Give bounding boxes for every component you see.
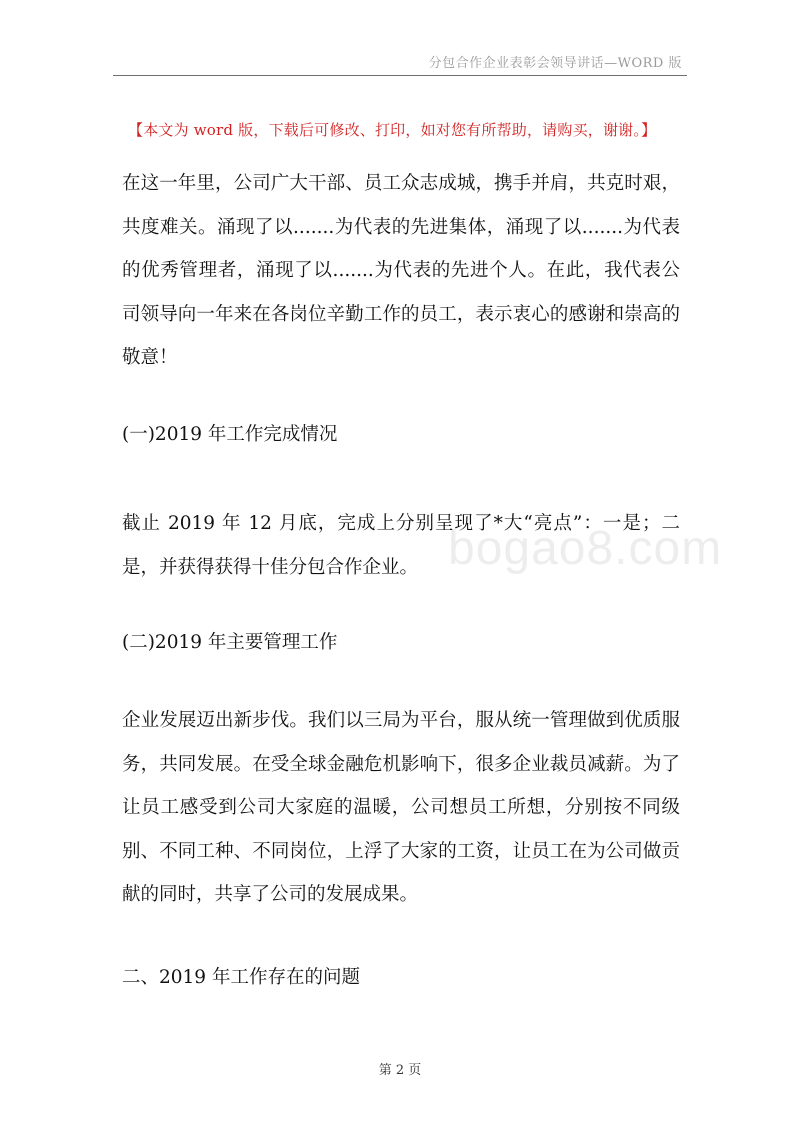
download-notice: 【本文为 word 版，下载后可修改、打印，如对您有所帮助，请购买，谢谢。】 [128,121,657,139]
section-heading-work-completion: (一)2019 年工作完成情况 [122,424,338,445]
section-heading-problems: 二、2019 年工作存在的问题 [122,967,360,988]
document-header-title: 分包合作企业表彰会领导讲话—WORD 版 [428,56,682,71]
section-heading-management-work: (二)2019 年主要管理工作 [122,632,338,653]
paragraph-intro: 在这一年里，公司广大干部、员工众志成城，携手并肩，共克时艰，共度难关。涌现了以.......为代表的先进集体，涌现了以.......为代表的优秀管理者，涌现了以.......为代表的先进个人。在此，我代表公司领导向一年来在各岗位辛勤工作的员工，表示衷心的感谢和崇高的敬意！ [122,173,680,368]
page-number: 第 2 页 [378,1063,422,1078]
header-divider [113,75,687,76]
watermark-text: bogao8.com [448,522,723,575]
paragraph-completion: 截止 2019 年 12 月底，完成上分别呈现了*大“亮点”：一是；二是，并获得获得十佳分包合作企业。 [122,513,680,578]
paragraph-management: 企业发展迈出新步伐。我们以三局为平台，服从统一管理做到优质服务，共同发展。在受全球金融危机影响下，很多企业裁员减薪。为了让员工感受到公司大家庭的温暖，公司想员工所想，分别按不同级别、不同工种、不同岗位，上浮了大家的工资，让员工在为公司做贡献的同时，共享了公司的发展成果。 [122,710,680,905]
